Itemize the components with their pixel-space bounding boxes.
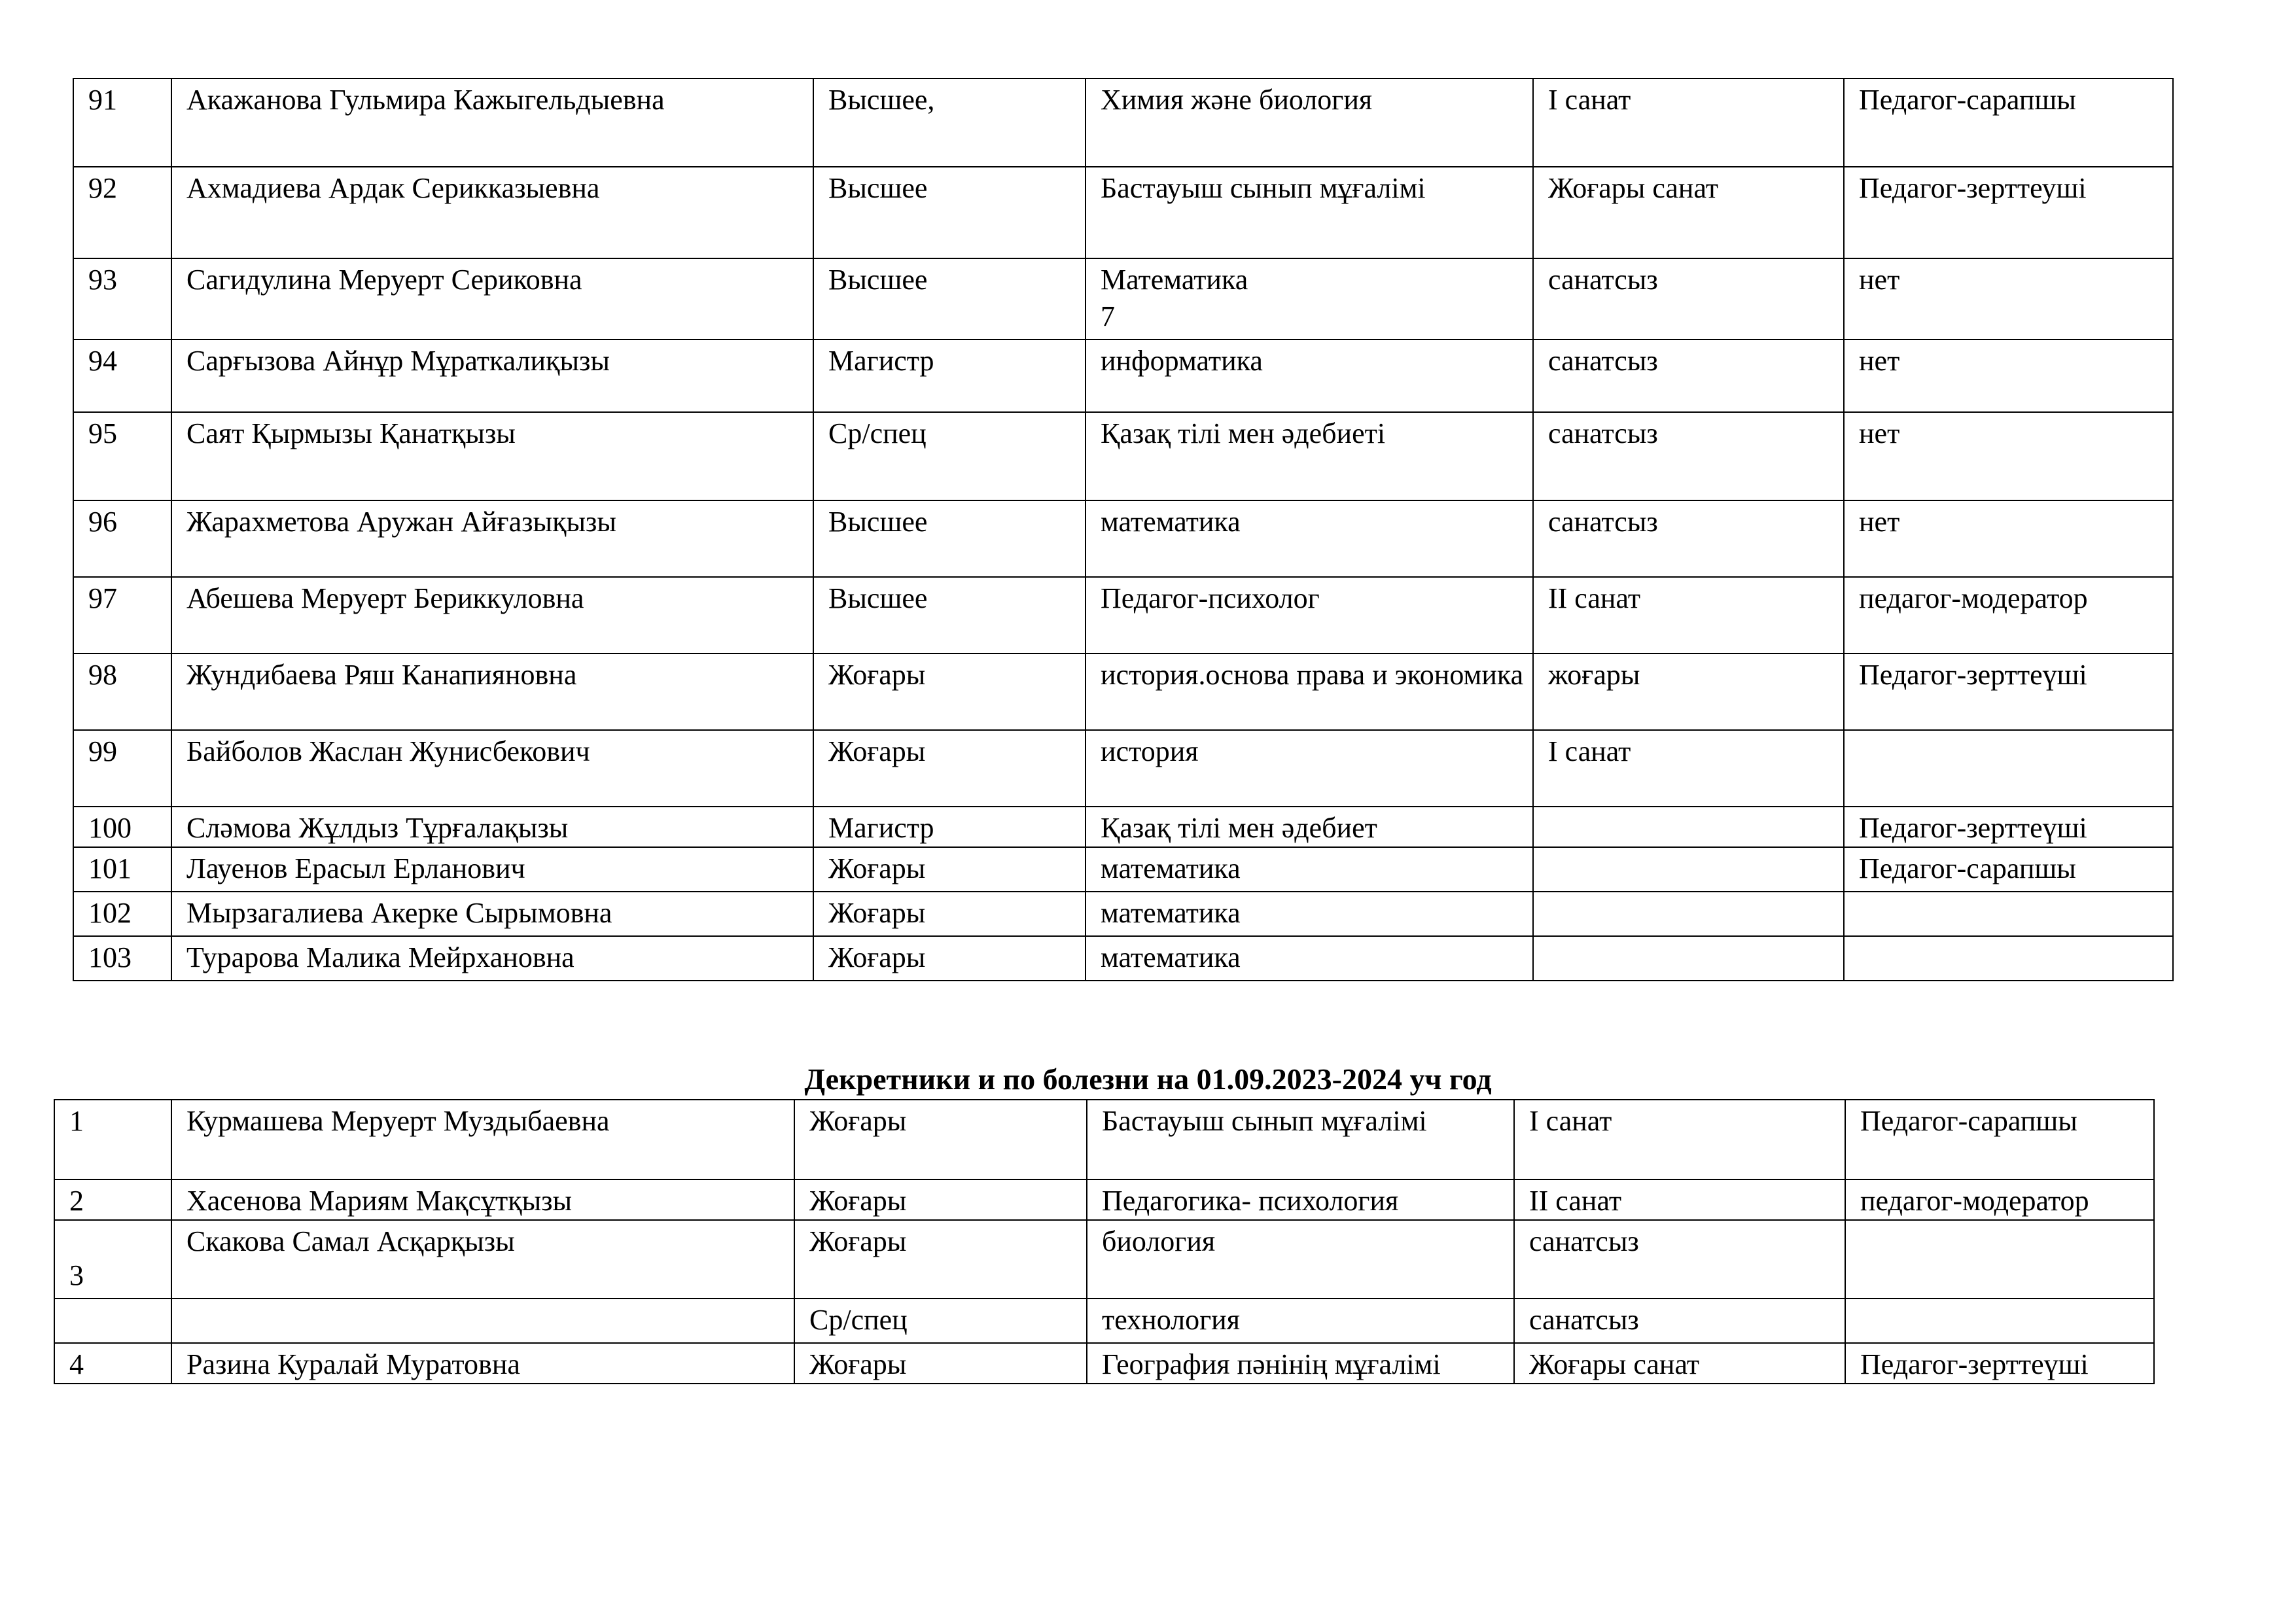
category: [1533, 892, 1844, 936]
category: [1533, 936, 1844, 981]
table-row: [73, 500, 2173, 577]
teacher-name: Сләмова Жұлдыз Тұрғалақызы: [171, 807, 813, 847]
table-row: [54, 1179, 2154, 1220]
row-number: 99: [73, 730, 171, 807]
subject: Қазақ тілі мен әдебиет: [1086, 807, 1533, 847]
table-row: [73, 892, 2173, 936]
education-level: Жоғары: [813, 654, 1086, 730]
education-level: Магистр: [813, 340, 1086, 412]
table-row: [73, 79, 2173, 167]
teacher-name: Скакова Самал Асқарқызы: [171, 1220, 794, 1299]
table-row: [54, 1299, 2154, 1343]
education-level: Высшее: [813, 258, 1086, 340]
row-number: 94: [73, 340, 171, 412]
category: санатсыз: [1514, 1299, 1845, 1343]
teacher-name: Курмашева Меруерт Муздыбаевна: [171, 1100, 794, 1179]
staff-table: [73, 78, 2174, 981]
education-level: Ср/спец: [794, 1299, 1087, 1343]
category: I санат: [1533, 730, 1844, 807]
teacher-name: Сарғызова Айнұр Мұраткалиқызы: [171, 340, 813, 412]
subject: Математика 7: [1086, 258, 1533, 340]
teacher-name: Хасенова Мариям Мақсұтқызы: [171, 1179, 794, 1220]
category: [1533, 847, 1844, 892]
row-number: 103: [73, 936, 171, 981]
category: санатсыз: [1533, 340, 1844, 412]
subject: информатика: [1086, 340, 1533, 412]
row-number: 1: [54, 1100, 171, 1179]
table-row: [73, 340, 2173, 412]
qualification: Педагог-зерттеуші: [1844, 167, 2173, 258]
subject: математика: [1086, 500, 1533, 577]
category: санатсыз: [1533, 258, 1844, 340]
table-row: [73, 167, 2173, 258]
row-number: 4: [54, 1343, 171, 1384]
row-number: 97: [73, 577, 171, 654]
category: II санат: [1533, 577, 1844, 654]
subject: Химия және биология: [1086, 79, 1533, 167]
teacher-name: Ахмадиева Ардак Серикказыевна: [171, 167, 813, 258]
qualification: [1845, 1220, 2154, 1299]
row-number: 2: [54, 1179, 171, 1220]
table-row: [73, 730, 2173, 807]
qualification: Педагог-сарапшы: [1845, 1100, 2154, 1179]
table-row: [54, 1100, 2154, 1179]
subject: География пәнінің мұғалімі: [1087, 1343, 1514, 1384]
row-number: 92: [73, 167, 171, 258]
qualification: Педагог-зерттеүші: [1845, 1343, 2154, 1384]
teacher-name: Саят Қырмызы Қанатқызы: [171, 412, 813, 500]
qualification: нет: [1844, 500, 2173, 577]
qualification: Педагог-сарапшы: [1844, 79, 2173, 167]
teacher-name: Сагидулина Меруерт Сериковна: [171, 258, 813, 340]
subject: история.основа права и экономика: [1086, 654, 1533, 730]
qualification: нет: [1844, 412, 2173, 500]
section-title: Декретники и по болезни на 01.09.2023-2024 уч год: [804, 1062, 1492, 1096]
teacher-name: Байболов Жаслан Жунисбекович: [171, 730, 813, 807]
education-level: Жоғары: [794, 1179, 1087, 1220]
qualification: [1844, 936, 2173, 981]
teacher-name: [171, 1299, 794, 1343]
subject: Педагогика- психология: [1087, 1179, 1514, 1220]
category: I санат: [1533, 79, 1844, 167]
table-row: [54, 1220, 2154, 1299]
education-level: Магистр: [813, 807, 1086, 847]
teacher-name: Мырзагалиева Акерке Сырымовна: [171, 892, 813, 936]
row-number: 100: [73, 807, 171, 847]
leave-table: [54, 1099, 2155, 1384]
category: I санат: [1514, 1100, 1845, 1179]
table-row: [73, 936, 2173, 981]
education-level: Жоғары: [813, 936, 1086, 981]
teacher-name: Лауенов Ерасыл Ерланович: [171, 847, 813, 892]
qualification: [1845, 1299, 2154, 1343]
education-level: Жоғары: [794, 1220, 1087, 1299]
category: Жоғары санат: [1533, 167, 1844, 258]
category: санатсыз: [1533, 500, 1844, 577]
teacher-name: Турарова Малика Мейрхановна: [171, 936, 813, 981]
category: жоғары: [1533, 654, 1844, 730]
row-number: 91: [73, 79, 171, 167]
table-row: [73, 577, 2173, 654]
row-number: 95: [73, 412, 171, 500]
qualification: Педагог-зерттеүші: [1844, 807, 2173, 847]
qualification: педагог-модератор: [1845, 1179, 2154, 1220]
row-number: 102: [73, 892, 171, 936]
subject: Педагог-психолог: [1086, 577, 1533, 654]
subject: математика: [1086, 892, 1533, 936]
education-level: Жоғары: [813, 730, 1086, 807]
qualification: Педагог-зерттеүші: [1844, 654, 2173, 730]
row-number: 98: [73, 654, 171, 730]
education-level: Высшее: [813, 577, 1086, 654]
subject: Бастауыш сынып мұғалімі: [1087, 1100, 1514, 1179]
education-level: Жоғары: [813, 847, 1086, 892]
teacher-name: Акажанова Гульмира Кажыгельдыевна: [171, 79, 813, 167]
category: II санат: [1514, 1179, 1845, 1220]
education-level: Ср/спец: [813, 412, 1086, 500]
education-level: Жоғары: [794, 1100, 1087, 1179]
qualification: [1844, 730, 2173, 807]
table-row: [73, 412, 2173, 500]
teacher-name: Разина Куралай Муратовна: [171, 1343, 794, 1384]
subject: история: [1086, 730, 1533, 807]
row-number: 93: [73, 258, 171, 340]
row-number: 3: [54, 1220, 171, 1299]
qualification: нет: [1844, 258, 2173, 340]
education-level: Жоғары: [794, 1343, 1087, 1384]
qualification: Педагог-сарапшы: [1844, 847, 2173, 892]
education-level: Высшее: [813, 167, 1086, 258]
teacher-name: Абешева Меруерт Бериккуловна: [171, 577, 813, 654]
subject: технология: [1087, 1299, 1514, 1343]
row-number: 96: [73, 500, 171, 577]
qualification: нет: [1844, 340, 2173, 412]
subject: Қазақ тілі мен әдебиеті: [1086, 412, 1533, 500]
category: санатсыз: [1514, 1220, 1845, 1299]
table-row: [73, 807, 2173, 847]
category: Жоғары санат: [1514, 1343, 1845, 1384]
qualification: [1844, 892, 2173, 936]
teacher-name: Жарахметова Аружан Айғазықызы: [171, 500, 813, 577]
education-level: Высшее: [813, 500, 1086, 577]
table-row: [73, 847, 2173, 892]
row-number: 101: [73, 847, 171, 892]
row-number: [54, 1299, 171, 1343]
subject: математика: [1086, 936, 1533, 981]
table-row: [73, 654, 2173, 730]
subject: математика: [1086, 847, 1533, 892]
subject: Бастауыш сынып мұғалімі: [1086, 167, 1533, 258]
education-level: Высшее,: [813, 79, 1086, 167]
category: [1533, 807, 1844, 847]
qualification: педагог-модератор: [1844, 577, 2173, 654]
education-level: Жоғары: [813, 892, 1086, 936]
category: санатсыз: [1533, 412, 1844, 500]
table-row: [54, 1343, 2154, 1384]
subject: биология: [1087, 1220, 1514, 1299]
table-row: [73, 258, 2173, 340]
teacher-name: Жундибаева Ряш Канапияновна: [171, 654, 813, 730]
